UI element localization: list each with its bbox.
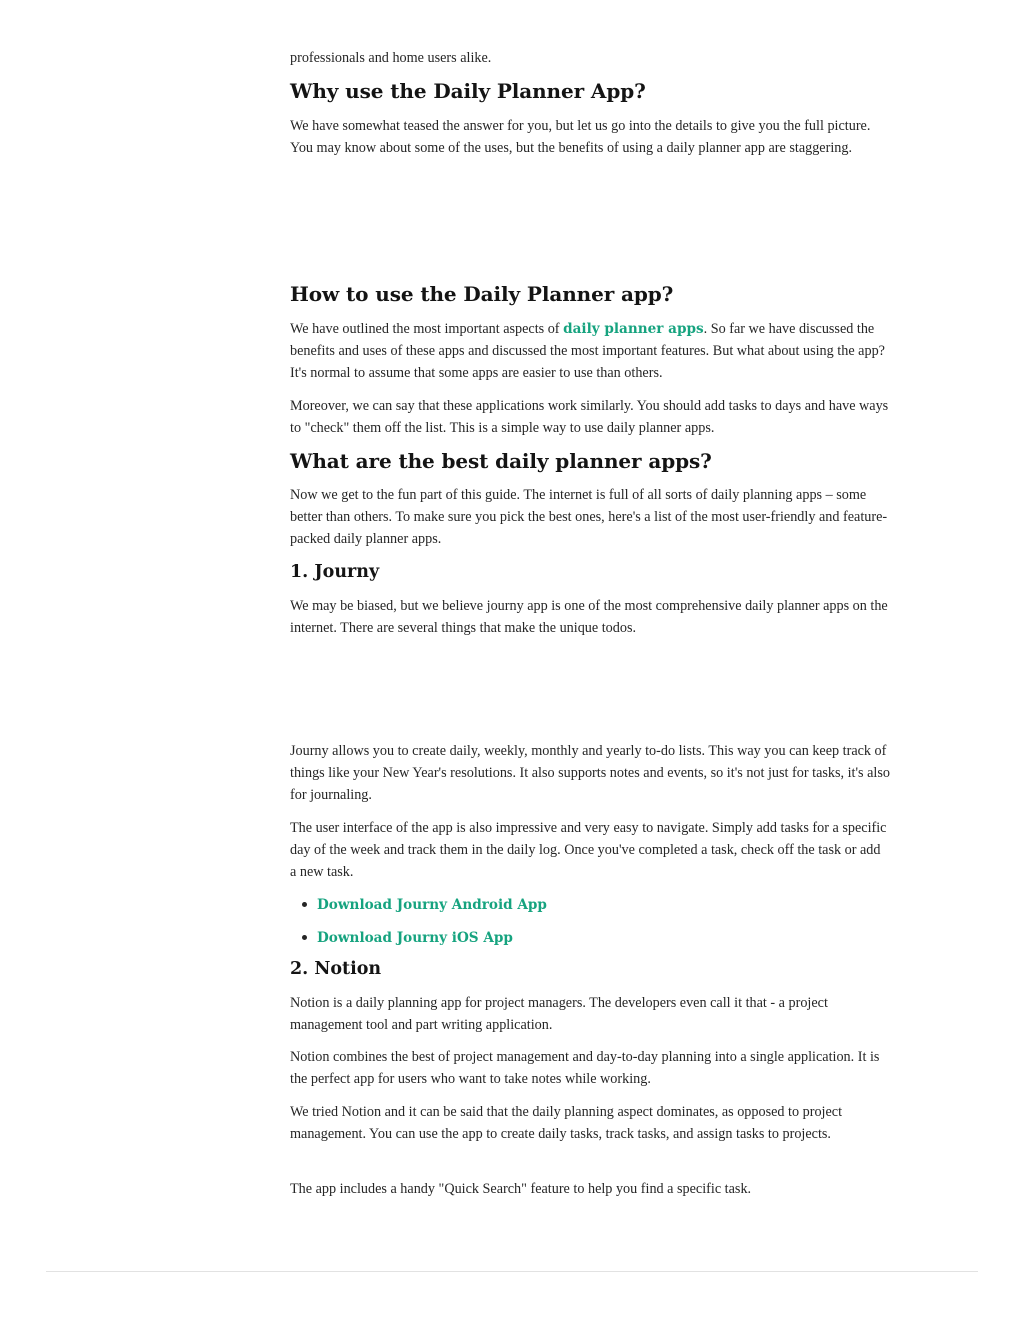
daily-planner-apps-link[interactable]: daily planner apps [563,321,704,337]
journy-heading: 1. Journy [290,562,380,582]
download-ios-link[interactable]: Download Journy iOS App [317,930,513,946]
why-section [290,78,890,104]
download-android-link[interactable]: Download Journy Android App [317,897,547,913]
notion-section [290,957,890,981]
how-section [290,281,890,307]
journy-section [290,560,890,584]
notion-body-1 [290,992,890,1036]
why-paragraph: We have somewhat teased the answer for you, but let us go into the details to give you the full picture. You may know about some of the uses, but the benefits of using a daily planner app are staggering. [290,118,871,156]
best-section [290,448,890,474]
why-body [290,115,890,159]
notion-paragraph-3: We tried Notion and it can be said that the daily planning aspect dominates, as opposed to project management. You can use the app to create daily tasks, track tasks, and assign tasks to projects. [290,1104,843,1142]
how-paragraph-1-end: . So far we have discussed the benefits and uses of these apps and discussed the most important features. But what about using the app? It's normal to assume that some apps are easier to use than others. [290,321,885,381]
journy-body-2 [290,740,890,806]
notion-paragraph-4: The app includes a handy "Quick Search" feature to help you find a specific task. [290,1181,752,1197]
download-links-list [290,893,890,948]
list-item [290,893,890,915]
journy-paragraph-2: Journy allows you to create daily, weekly, monthly and yearly to-do lists. This way you can keep track of things like your New Year's resolutions. It also supports notes and events, so it's not just for tasks, it's also for journaling. [290,743,890,803]
bullet-icon [302,902,307,907]
notion-body-4 [290,1178,890,1200]
how-paragraph-1-start: We have outlined the most important aspects of [290,321,564,337]
how-body-2 [290,395,890,439]
journy-paragraph-3: The user interface of the app is also impressive and very easy to navigate. Simply add tasks for a specific day of the week and track them in the daily log. Once you've completed a task, check off the task or add a new task. [290,820,887,880]
journy-download-list [290,893,890,948]
notion-body-3 [290,1101,890,1145]
journy-body-3 [290,817,890,883]
notion-body-2 [290,1046,890,1090]
how-paragraph-2: Moreover, we can say that these applications work similarly. You should add tasks to days and have ways to "check" them off the list. This is a simple way to use daily planner apps. [290,398,889,436]
notion-paragraph-1: Notion is a daily planning app for project managers. The developers even call it that - a project management tool and part writing application. [290,995,828,1033]
why-heading: Why use the Daily Planner App? [290,79,646,103]
journy-paragraph-1: We may be biased, but we believe journy app is one of the most comprehensive daily planner apps on the internet. There are several things that make the unique todos. [290,598,888,636]
list-item [290,926,890,948]
notion-heading: 2. Notion [290,959,382,979]
how-body-1 [290,318,890,384]
notion-paragraph-2: Notion combines the best of project management and day-to-day planning into a single application. It is the perfect app for users who want to take notes while working. [290,1049,880,1087]
intro-tail-paragraph [290,47,890,69]
how-heading: How to use the Daily Planner app? [290,282,674,306]
intro-tail-text: professionals and home users alike. [290,50,492,66]
best-body [290,484,890,550]
journy-body-1 [290,595,890,639]
bullet-icon [302,935,307,940]
how-paragraph-1 [290,318,890,384]
best-paragraph: Now we get to the fun part of this guide. The internet is full of all sorts of daily planning apps – some better than others. To make sure you pick the best ones, here's a list of the most user-friendly and feature-packed daily planner apps. [290,487,888,547]
best-heading: What are the best daily planner apps? [290,449,712,473]
footer-divider [46,1271,978,1272]
